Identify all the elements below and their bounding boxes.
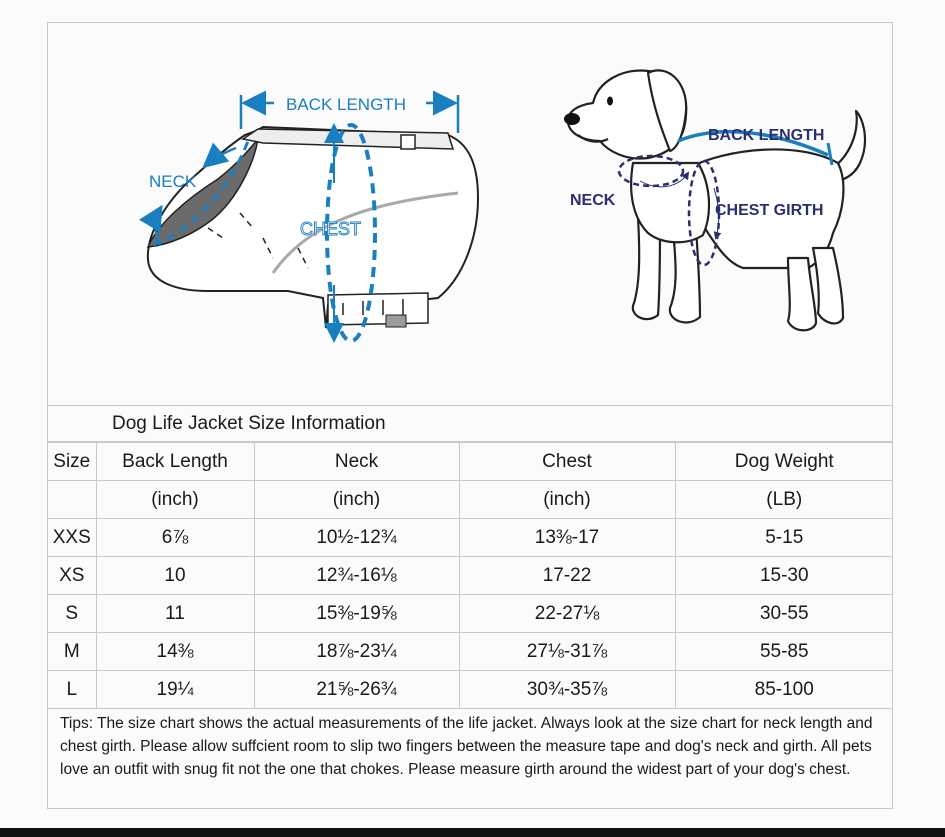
cell-size: L xyxy=(48,671,96,709)
cell-back-length: 10 xyxy=(96,557,254,595)
dog-chest-girth-label: CHEST GIRTH xyxy=(715,202,824,219)
table-row xyxy=(48,633,893,671)
cell-dog-weight: 30-55 xyxy=(675,595,893,633)
header-chest: Chest xyxy=(459,443,675,481)
dog-neck-label: NECK xyxy=(570,192,616,209)
cell-chest: 17-22 xyxy=(459,557,675,595)
illustration-area xyxy=(48,23,893,405)
header-row xyxy=(48,443,893,481)
cell-neck: 12¾-16⅛ xyxy=(254,557,459,595)
header-neck: Neck xyxy=(254,443,459,481)
cell-neck: 21⅝-26¾ xyxy=(254,671,459,709)
jacket-neck-label: NECK xyxy=(149,172,197,191)
cell-chest: 22-27⅛ xyxy=(459,595,675,633)
table-row xyxy=(48,595,893,633)
cell-chest: 27⅛-31⅞ xyxy=(459,633,675,671)
life-jacket-drawing xyxy=(148,95,478,341)
cell-neck: 15⅜-19⅝ xyxy=(254,595,459,633)
measurement-diagrams xyxy=(48,23,893,405)
cell-back-length: 19¼ xyxy=(96,671,254,709)
cell-size: XS xyxy=(48,557,96,595)
cell-chest: 30¾-35⅞ xyxy=(459,671,675,709)
jacket-back-length-label: BACK LENGTH xyxy=(286,95,406,114)
cell-back-length: 14⅜ xyxy=(96,633,254,671)
cell-size: XXS xyxy=(48,519,96,557)
table-title-row xyxy=(48,405,893,442)
units-row xyxy=(48,481,893,519)
cell-size: M xyxy=(48,633,96,671)
cell-dog-weight: 55-85 xyxy=(675,633,893,671)
size-chart-frame xyxy=(47,22,893,809)
cell-back-length: 11 xyxy=(96,595,254,633)
jacket-chest-label: CHEST xyxy=(300,219,362,239)
size-table xyxy=(48,442,893,709)
unit-dog-weight: (LB) xyxy=(675,481,893,519)
table-title: Dog Life Jacket Size Information xyxy=(112,413,386,434)
cell-back-length: 6⅞ xyxy=(96,519,254,557)
cell-size: S xyxy=(48,595,96,633)
tips-text: Tips: The size chart shows the actual measurements of the life jacket. Always look at the size chart for neck length and chest girth. Please allow suffcient room to slip two fingers between the measure tape and dog's neck and girth. All pets love an outfit with snug fit not the one that chokes. Please measure girth around the widest part of your dog's chest. xyxy=(60,715,873,778)
table-row xyxy=(48,557,893,595)
cell-dog-weight: 5-15 xyxy=(675,519,893,557)
cell-neck: 10½-12¾ xyxy=(254,519,459,557)
header-dog-weight: Dog Weight xyxy=(675,443,893,481)
unit-back-length: (inch) xyxy=(96,481,254,519)
cell-chest: 13⅜-17 xyxy=(459,519,675,557)
bottom-bar xyxy=(0,828,945,837)
header-back-length: Back Length xyxy=(96,443,254,481)
header-size: Size xyxy=(48,443,96,481)
dog-back-length-label: BACK LENGTH xyxy=(708,127,825,144)
cell-dog-weight: 15-30 xyxy=(675,557,893,595)
table-row xyxy=(48,671,893,709)
cell-neck: 18⅞-23¼ xyxy=(254,633,459,671)
unit-chest: (inch) xyxy=(459,481,675,519)
table-row xyxy=(48,519,893,557)
size-table-section xyxy=(48,405,893,709)
unit-size xyxy=(48,481,96,519)
cell-dog-weight: 85-100 xyxy=(675,671,893,709)
unit-neck: (inch) xyxy=(254,481,459,519)
